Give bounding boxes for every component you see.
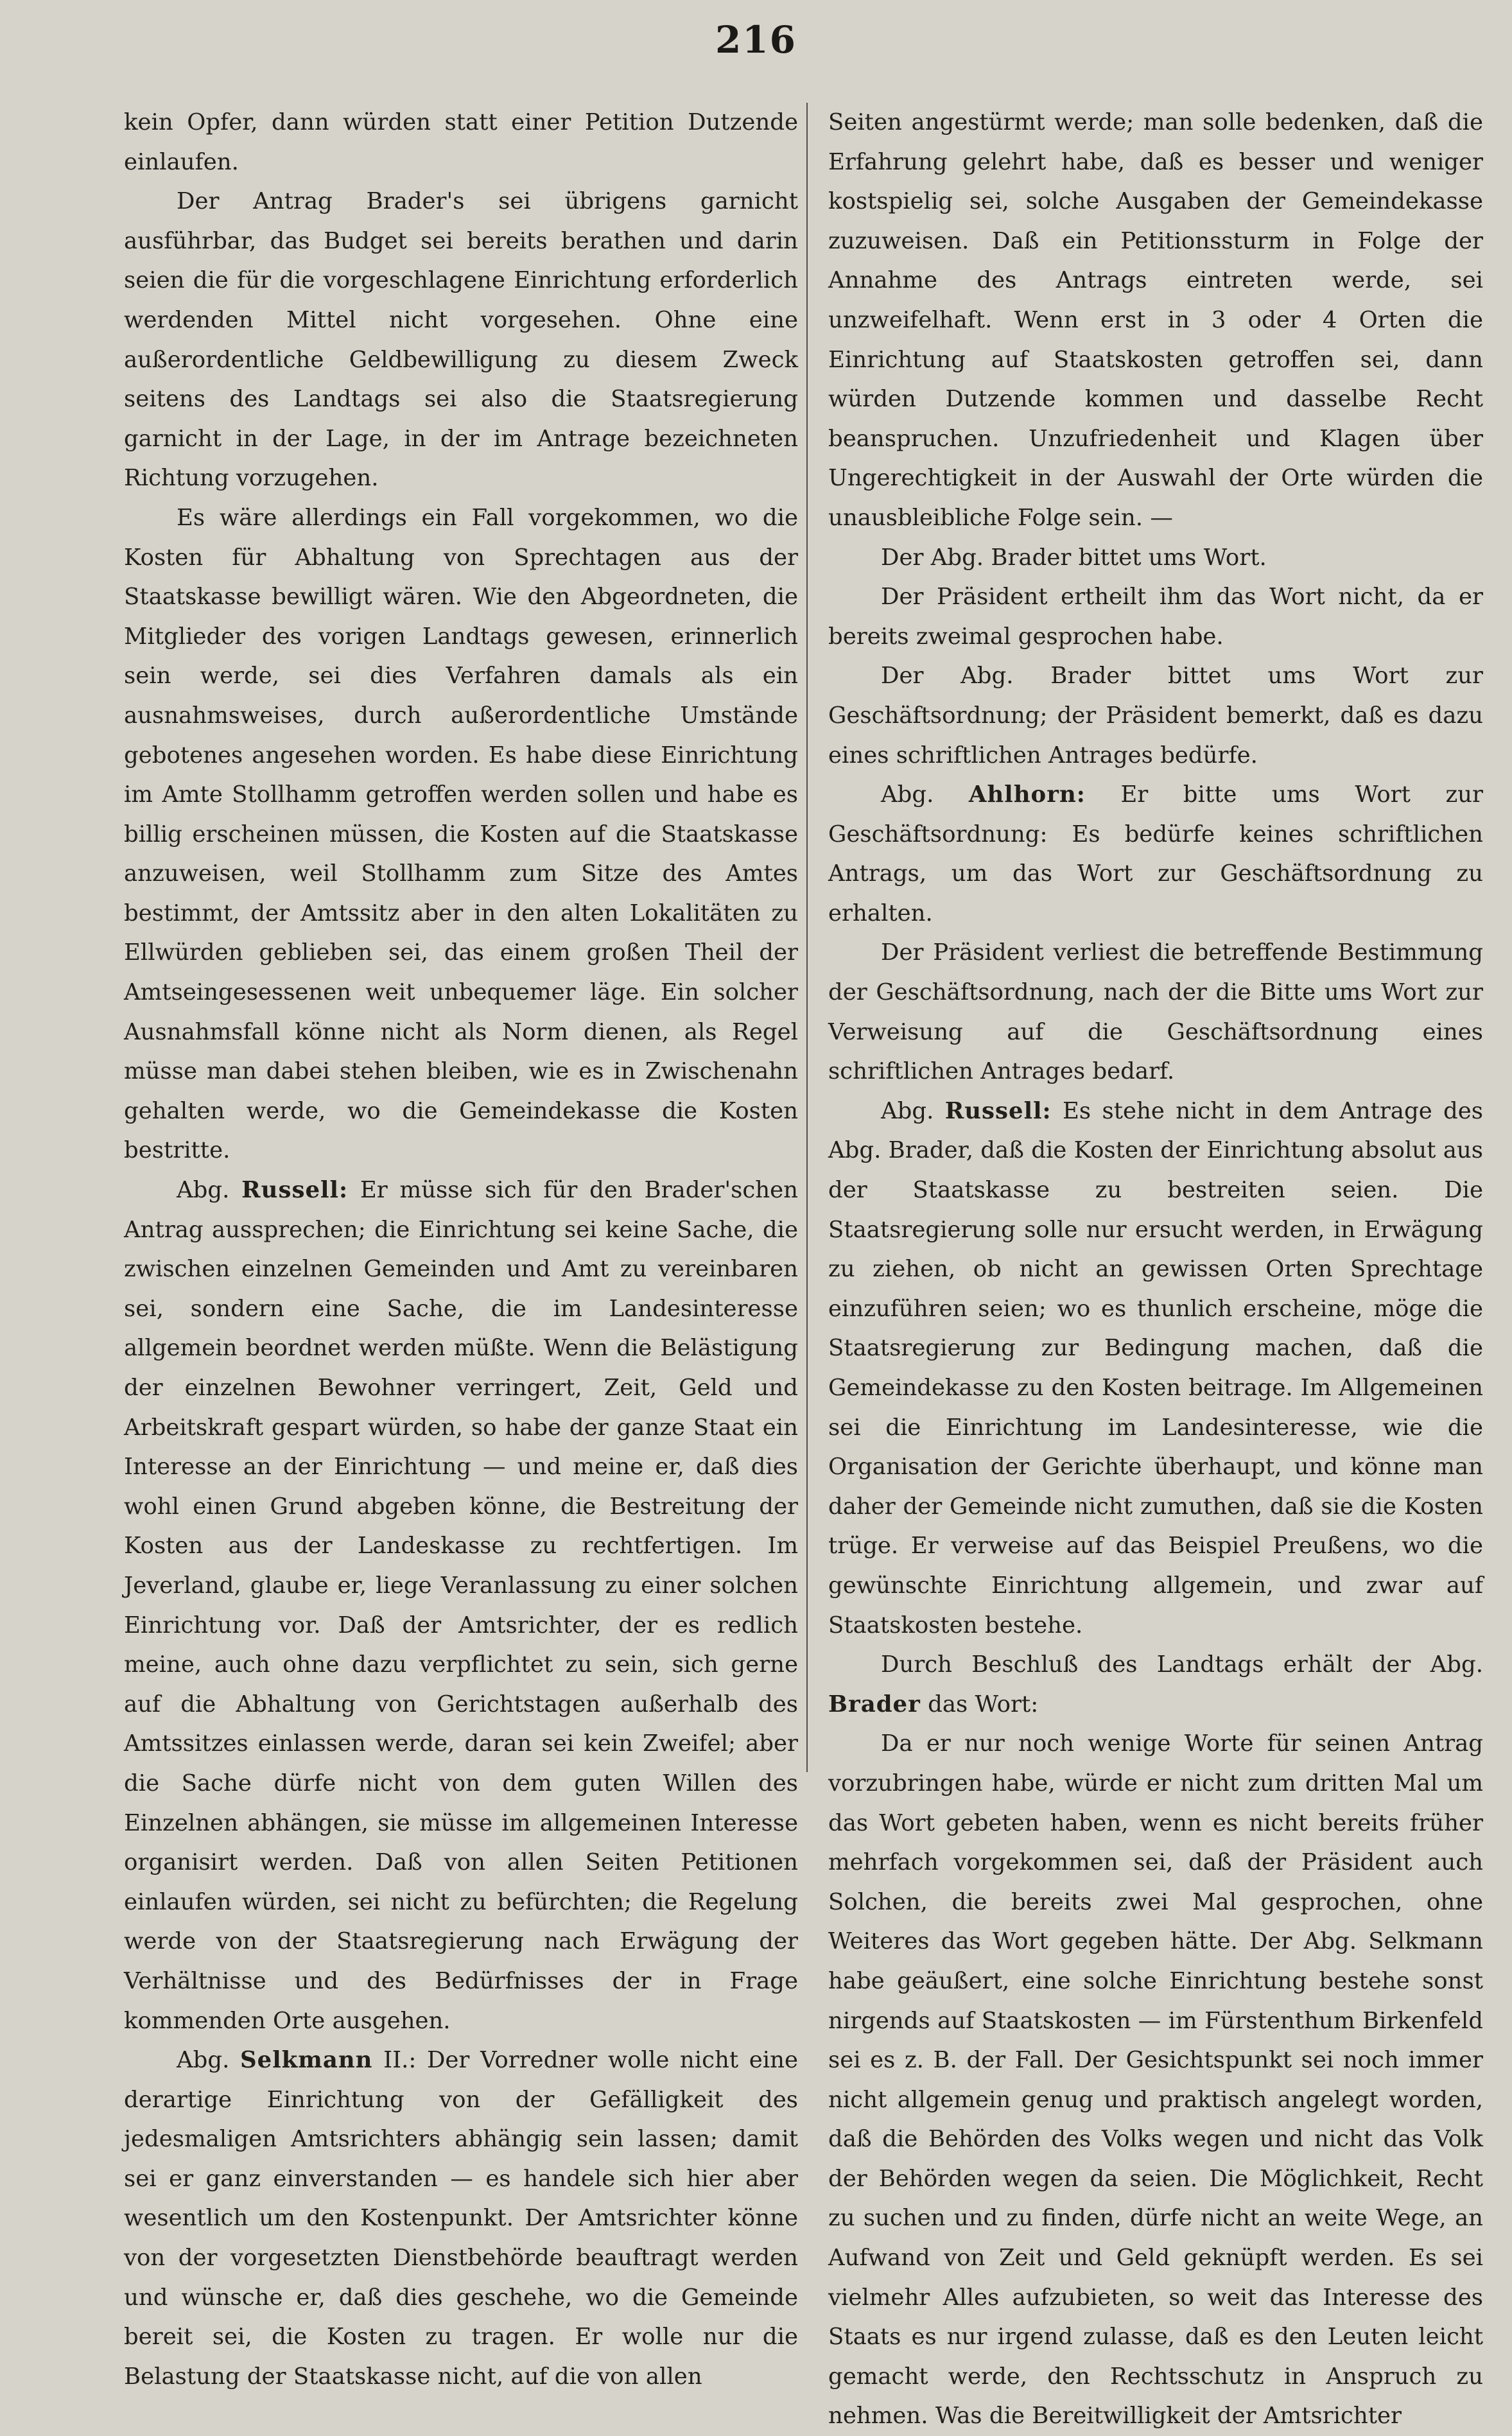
right-column [828, 103, 1483, 2430]
speaker-name: Russell: [241, 1177, 349, 1204]
speech-paragraph [124, 2040, 798, 2396]
paragraph-text: das Wort: [920, 1691, 1039, 1718]
speaker-prefix: Abg. [177, 1177, 242, 1204]
paragraph: Der Antrag Brader's sei übrigens garnicht ausführbar, das Budget sei bereits berathen und darin seien die für die vorgeschlagene Einrichtung erforderlich werdenden Mittel nicht vorgesehen. Ohne eine außerordentliche Geldbewilligung zu diesem Zweck seitens des Landtags sei also die Staatsregierung garnicht in der Lage, in der im Antrage bezeichneten Richtung vorzugehen. [124, 188, 798, 492]
speech-text: Er bitte ums Wort zur Geschäftsordnung: Es bedürfe keines schriftlichen Antrags, um das Wort zur Geschäftsordnung zu erhalten. [828, 781, 1483, 927]
paragraph: kein Opfer, dann würden statt einer Petition Dutzende einlaufen. [124, 109, 798, 175]
paragraph: Es wäre allerdings ein Fall vorgekommen, wo die Kosten für Abhaltung von Sprechtagen aus der Staatskasse bewilligt wären. Wie den Abgeordneten, die Mitglieder des vorigen Landtags gewesen, erinnerlich sein werde, sei dies Verfahren damals als ein ausnahmsweises, durch außerordentliche Umstände gebotenes angesehen worden. Es habe diese Einrichtung im Amte Stollhamm getroffen werden sollen und habe es billig erscheinen müssen, die Kosten auf die Staatskasse anzuweisen, weil Stollhamm zum Sitze des Amtes bestimmt, der Amtssitz aber in den alten Lokalitäten zu Ellwürden geblieben sei, das einem großen Theil der Amtseingesessenen weit unbequemer läge. Ein solcher Ausnahmsfall könne nicht als Norm dienen, als Regel müsse man dabei stehen bleiben, wie es in Zwischenahn gehalten werde, wo die Gemeindekasse die Kosten bestritte. [124, 504, 798, 1164]
speech-paragraph [828, 775, 1483, 933]
paragraph: Der Abg. Brader bittet ums Wort. [881, 544, 1267, 571]
paragraph: Da er nur noch wenige Worte für seinen Antrag vorzubringen habe, würde er nicht zum dritten Mal um das Wort gebeten haben, wenn es nicht bereits früher mehrfach vorgekommen sei, daß der Präsident auch Solchen, die bereits zwei Mal gesprochen, ohne Weiteres das Wort gegeben hätte. Der Abg. Selkmann habe geäußert, eine solche Einrichtung bestehe sonst nirgends auf Staatskosten — im Fürstenthum Birkenfeld sei es z. B. der Fall. Der Gesichtspunkt sei noch immer nicht allgemein genug und praktisch angelegt worden, daß die Behörden des Volks wegen und nicht das Volk der Behörden wegen da seien. Die Möglichkeit, Recht zu suchen und zu finden, dürfe nicht an weite Wege, an Aufwand von Zeit und Geld geknüpft werden. Es sei vielmehr Alles aufzubieten, so weit das Interesse des Staats es nur irgend zulasse, daß es den Leuten leicht gemacht werde, den Rechtsschutz in Anspruch zu nehmen. Was die Bereitwilligkeit der Amtsrichter [828, 1730, 1483, 2430]
column-divider [806, 103, 808, 1772]
speaker-name: Russell: [944, 1097, 1052, 1124]
speech-text: Er müsse sich für den Brader'schen Antrag aussprechen; die Einrichtung sei keine Sache, die zwischen einzelnen Gemeinden und Amt zu vereinbaren sei, sondern eine Sache, die im Landesinteresse allgemein beordnet werden müßte. Wenn die Belästigung der einzelnen Bewohner verringert, Zeit, Geld und Arbeitskraft gespart würden, so habe der ganze Staat ein Interesse an der Einrichtung — und meine er, daß dies wohl einen Grund abgeben könne, die Bestreitung der Kosten aus der Landeskasse zu rechtfertigen. Im Jeverland, glaube er, liege Veranlassung zu einer solchen Einrichtung vor. Daß der Amtsrichter, der es redlich meine, auch ohne dazu verpflichtet zu sein, sich gerne auf die Abhaltung von Gerichtstagen außerhalb des Amtssitzes einlassen werde, daran sei kein Zweifel; aber die Sache dürfe nicht von dem guten Willen des Einzelnen abhängen, sie müsse im allgemeinen Interesse organisirt werden. Daß von allen Seiten Petitionen einlaufen würden, sei nicht zu befürchten; die Regelung werde von der Staatsregierung nach Erwägung der Verhältnisse und des Bedürfnisses der in Frage kommenden Orte ausgehen. [124, 1177, 798, 2034]
speech-paragraph [828, 1092, 1483, 1645]
speaker-name: Selkmann [239, 2047, 373, 2074]
paragraph: Der Abg. Brader bittet ums Wort zur Geschäftsordnung; der Präsident bemerkt, daß es dazu eines schriftlichen Antrages bedürfe. [828, 663, 1483, 769]
speech-text: Es stehe nicht in dem Antrage des Abg. Brader, daß die Kosten der Einrichtung absolut aus der Staatskasse zu bestreiten seien. Die Staatsregierung solle nur ersucht werden, in Erwägung zu ziehen, ob nicht an gewissen Orten Sprechtage einzuführen seien; wo es thunlich erscheine, möge die Staatsregierung zur Bedingung machen, daß die Gemeindekasse zu den Kosten beitrage. Im Allgemeinen sei die Einrichtung im Landesinteresse, wie die Organisation der Gerichte überhaupt, und könne man daher der Gemeinde nicht zumuthen, daß sie die Kosten trüge. Er verweise auf das Beispiel Preußens, wo die gewünschte Einrichtung allgemein, und zwar auf Staatskosten bestehe. [828, 1097, 1483, 1639]
speech-paragraph [124, 1170, 798, 2040]
paragraph: Der Präsident verliest die betreffende Bestimmung der Geschäftsordnung, nach der die Bitte ums Wort zur Verweisung auf die Geschäftsordnung eines schriftlichen Antrages bedarf. [828, 939, 1483, 1085]
speech-text: II.: Der Vorredner wolle nicht eine derartige Einrichtung von der Gefälligkeit des jedesmaligen Amtsrichters abhängig sein lassen; damit sei er ganz einverstanden — es handele sich hier aber wesentlich um den Kostenpunkt. Der Amtsrichter könne von der vorgesetzten Dienstbehörde beauftragt werden und wünsche er, daß dies geschehe, wo die Gemeinde bereit sei, die Kosten zu tragen. Er wolle nur die Belastung der Staatskasse nicht, auf die von allen [124, 2047, 798, 2390]
paragraph: Seiten angestürmt werde; man solle bedenken, daß die Erfahrung gelehrt habe, daß es besser und weniger kostspielig sei, solche Ausgaben der Gemeindekasse zuzuweisen. Daß ein Petitionssturm in Folge der Annahme des Antrags eintreten werde, sei unzweifelhaft. Wenn erst in 3 oder 4 Orten die Einrichtung auf Staatskosten getroffen sei, dann würden Dutzende kommen und dasselbe Recht beanspruchen. Unzufriedenheit und Klagen über Ungerechtigkeit in der Auswahl der Orte würden die unausbleibliche Folge sein. — [828, 109, 1483, 531]
speaker-prefix: Abg. [881, 1097, 945, 1124]
speaker-prefix: Abg. [177, 2047, 240, 2074]
speaker-name: Ahlhorn: [968, 781, 1086, 808]
left-column [124, 103, 798, 2390]
speaker-name: Brader [828, 1691, 921, 1718]
paragraph [828, 1645, 1483, 1724]
page-number: 216 [715, 18, 797, 62]
speaker-prefix: Abg. [881, 781, 969, 808]
paragraph: Der Präsident ertheilt ihm das Wort nicht, da er bereits zweimal gesprochen habe. [828, 584, 1483, 650]
paragraph-text: Durch Beschluß des Landtags erhält der Abg. [881, 1651, 1483, 1678]
